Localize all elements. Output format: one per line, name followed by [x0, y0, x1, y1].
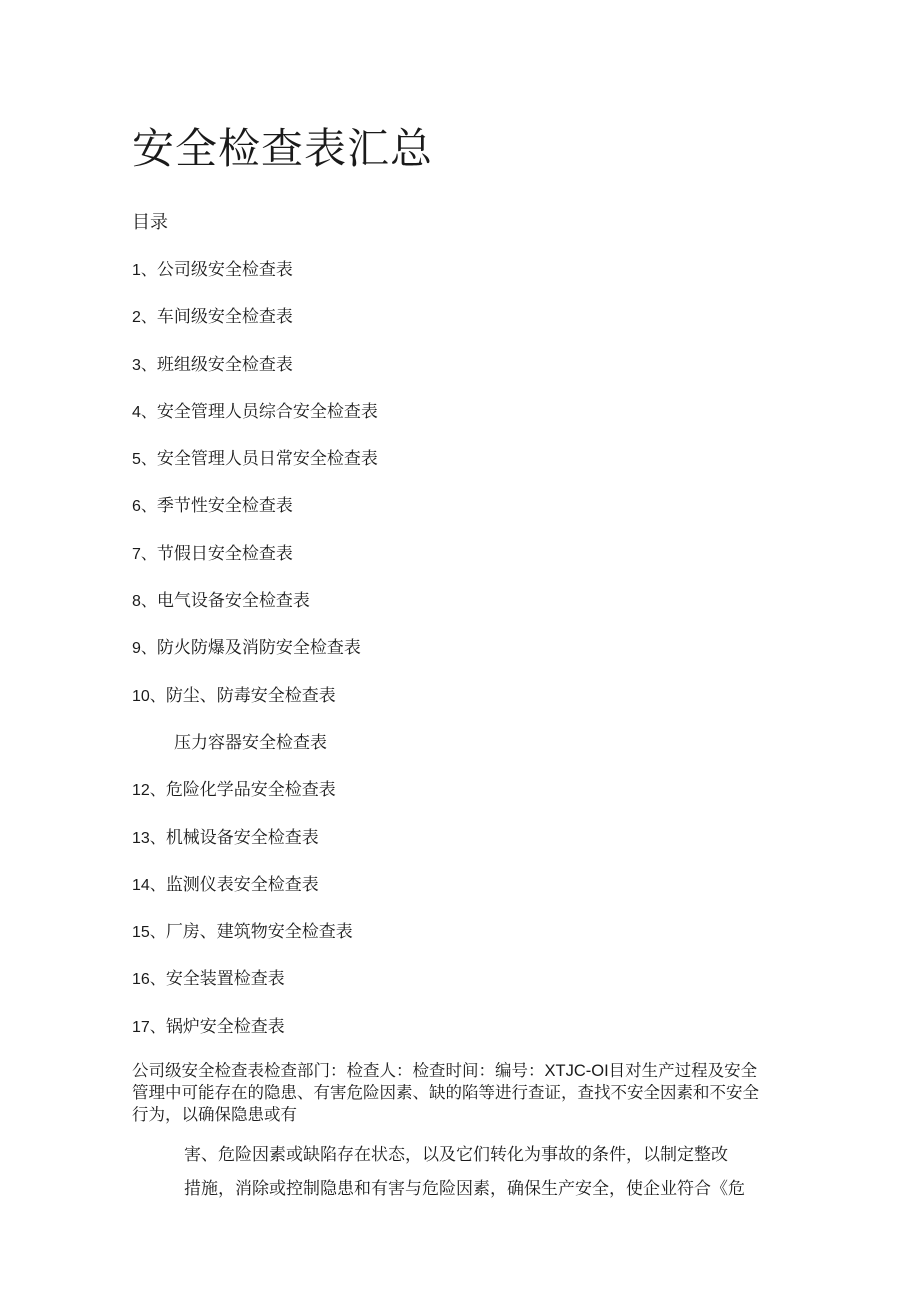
toc-item — [132, 872, 378, 919]
toc-item-number: 14、 — [132, 876, 166, 894]
page-title: 安全检查表汇总 — [132, 124, 434, 173]
toc-item — [132, 446, 378, 493]
toc-item — [132, 777, 378, 824]
toc-item-number: 9、 — [132, 640, 157, 658]
toc-item-label: 季节性安全检查表 — [156, 496, 293, 517]
toc-list — [132, 257, 378, 1061]
toc-item — [132, 588, 378, 635]
document-code: XTJC-OI — [544, 1062, 609, 1080]
toc-item-label: 监测仪表安全检查表 — [165, 874, 319, 895]
toc-item-number: 4、 — [132, 403, 157, 421]
intro-text-start: 公司级安全检查表检查部门：检查人：检查时间：编号： — [132, 1061, 545, 1080]
toc-item-number: 5、 — [132, 451, 157, 469]
toc-item-number: 15、 — [132, 924, 166, 942]
toc-item-label: 锅炉安全检查表 — [165, 1016, 285, 1037]
toc-item-label: 危险化学品安全检查表 — [165, 780, 336, 801]
toc-item-label: 防尘、防毒安全检查表 — [165, 685, 336, 706]
toc-item — [132, 730, 378, 777]
toc-item-label: 电气设备安全检查表 — [156, 591, 310, 612]
toc-item-label: 压力容器安全检查表 — [174, 732, 327, 753]
toc-item-label: 厂房、建筑物安全检查表 — [165, 922, 353, 943]
toc-item-number: 6、 — [132, 498, 157, 516]
toc-item-number: 8、 — [132, 593, 157, 611]
intro-paragraph — [132, 1060, 772, 1126]
body-paragraph — [184, 1138, 794, 1206]
toc-item — [132, 635, 378, 682]
toc-item-number: 1、 — [132, 262, 157, 279]
toc-item-label: 节假日安全检查表 — [156, 543, 293, 564]
toc-item-label: 公司级安全检查表 — [156, 260, 293, 280]
body-line: 措施，消除或控制隐患和有害与危险因素，确保生产安全，使企业符合《危 — [184, 1179, 745, 1199]
toc-item-label: 安全管理人员综合安全检查表 — [156, 401, 378, 422]
toc-item-number: 2、 — [132, 309, 157, 327]
toc-item-label: 班组级安全检查表 — [156, 354, 293, 375]
toc-item-number: 13、 — [132, 829, 166, 847]
toc-item-number: 12、 — [132, 782, 166, 800]
toc-item-label: 安全管理人员日常安全检查表 — [156, 449, 378, 470]
toc-item — [132, 352, 378, 399]
toc-item — [132, 683, 378, 730]
toc-item-number: 17、 — [132, 1018, 166, 1036]
toc-item-number: 10、 — [132, 687, 166, 705]
toc-heading: 目录 — [132, 212, 168, 233]
toc-item-label: 安全装置检查表 — [165, 969, 285, 990]
toc-item — [132, 399, 378, 446]
toc-item-number: 7、 — [132, 545, 157, 563]
toc-item-number: 3、 — [132, 356, 157, 374]
toc-item-label: 机械设备安全检查表 — [165, 827, 319, 848]
intro-text-end: 目对生产过程及安全管理中可能存在的隐患、有害危险因素、缺的陷等进行查证，查找不安全因素和不安全行为，以确保隐患或有 — [132, 1061, 759, 1124]
toc-item-label: 车间级安全检查表 — [156, 307, 293, 328]
toc-item — [132, 1014, 378, 1061]
toc-item — [132, 257, 378, 304]
toc-item-label: 防火防爆及消防安全检查表 — [156, 638, 361, 659]
body-line: 害、危险因素或缺陷存在状态，以及它们转化为事故的条件，以制定整改 — [184, 1145, 728, 1165]
toc-item — [132, 541, 378, 588]
toc-item — [132, 493, 378, 540]
toc-item — [132, 966, 378, 1013]
toc-item-number: 16、 — [132, 971, 166, 989]
toc-item — [132, 304, 378, 351]
toc-item — [132, 825, 378, 872]
toc-item — [132, 919, 378, 966]
